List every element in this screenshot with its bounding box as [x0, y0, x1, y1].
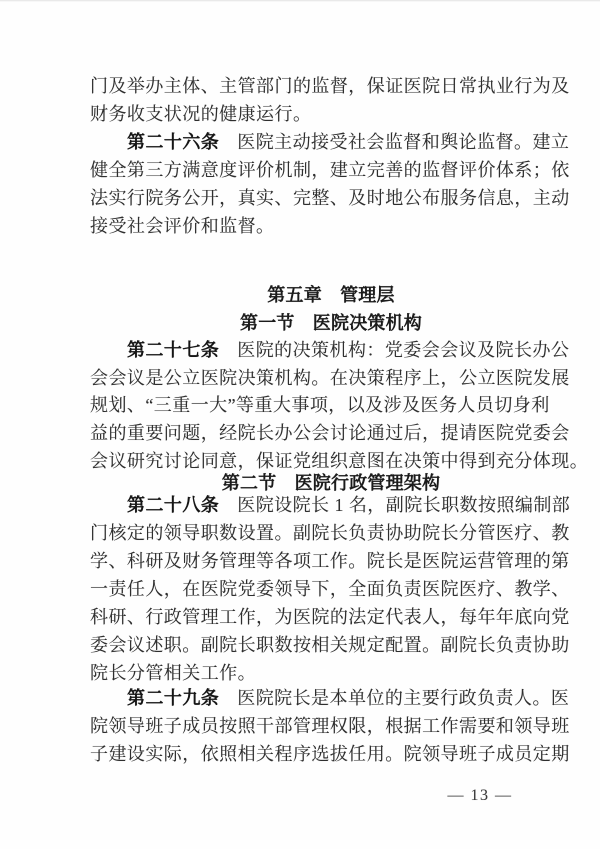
article-27-term: 第二十七条 — [127, 340, 220, 360]
article-26-first-line — [90, 128, 572, 156]
article-29-text: 医院院长是本单位的主要行政负责人。医 — [237, 688, 570, 708]
scan-edge-top — [0, 0, 600, 2]
body-text-line: 规划、“三重一大”等重大事项，以及涉及医务人员切身利 — [90, 395, 550, 415]
article-26-term: 第二十六条 — [127, 132, 220, 152]
body-text-line: 接受社会评价和监督。 — [90, 216, 275, 236]
page-number: — 13 — — [447, 787, 513, 804]
body-text-line: 院领导班子成员按照干部管理权限，根据工作需要和领导班 — [90, 716, 570, 736]
body-text-line: 法实行院务公开，真实、完整、及时地公布服务信息，主动 — [90, 188, 570, 208]
body-text-line: 一责任人，在医院党委领导下，全面负责医院医疗、教学、 — [90, 579, 570, 599]
body-text-line: 会会议是公立医院决策机构。在决策程序上，公立医院发展 — [90, 368, 570, 388]
body-text-line: 门核定的领导职数设置。副院长负责协助院长分管医疗、教 — [90, 523, 570, 543]
body-text-line: 科研、行政管理工作，为医院的法定代表人，每年年底向党 — [90, 607, 570, 627]
article-28-first-line — [90, 491, 572, 519]
section-2-heading: 第二节 医院行政管理架构 — [221, 473, 441, 493]
chapter-5-heading: 第五章 管理层 — [267, 285, 395, 305]
body-text-line: 学、科研及财务管理等各项工作。院长是医院运营管理的第 — [90, 551, 570, 571]
body-text-line: 子建设实际，依照相关程序选拔任用。院领导班子成员定期 — [90, 744, 570, 764]
body-text-line: 健全第三方满意度评价机制，建立完善的监督评价体系；依 — [90, 160, 570, 180]
section-1-heading: 第一节 医院决策机构 — [240, 313, 422, 333]
body-text-line: 委会议述职。副院长职数按相关规定配置。副院长负责协助 — [90, 635, 570, 655]
article-27-first-line — [90, 336, 572, 364]
body-text-line: 院长分管相关工作。 — [90, 663, 257, 683]
body-text-line: 会议研究讨论同意，保证党组织意图在决策中得到充分体现。 — [90, 451, 589, 471]
body-text-line: 益的重要问题，经院长办公会讨论通过后，提请医院党委会 — [90, 423, 570, 443]
article-29-term: 第二十九条 — [127, 688, 220, 708]
article-28-text: 医院设院长 1 名，副院长职数按照编制部 — [237, 495, 571, 515]
body-text-line: 财务收支状况的健康运行。 — [90, 104, 312, 124]
article-27-text: 医院的决策机构：党委会会议及院长办公 — [237, 340, 570, 360]
article-26-text: 医院主动接受社会监督和舆论监督。建立 — [237, 132, 570, 152]
body-text-line: 门及举办主体、主管部门的监督，保证医院日常执业行为及 — [90, 76, 570, 96]
article-29-first-line — [90, 684, 572, 712]
article-28-term: 第二十八条 — [127, 495, 220, 515]
